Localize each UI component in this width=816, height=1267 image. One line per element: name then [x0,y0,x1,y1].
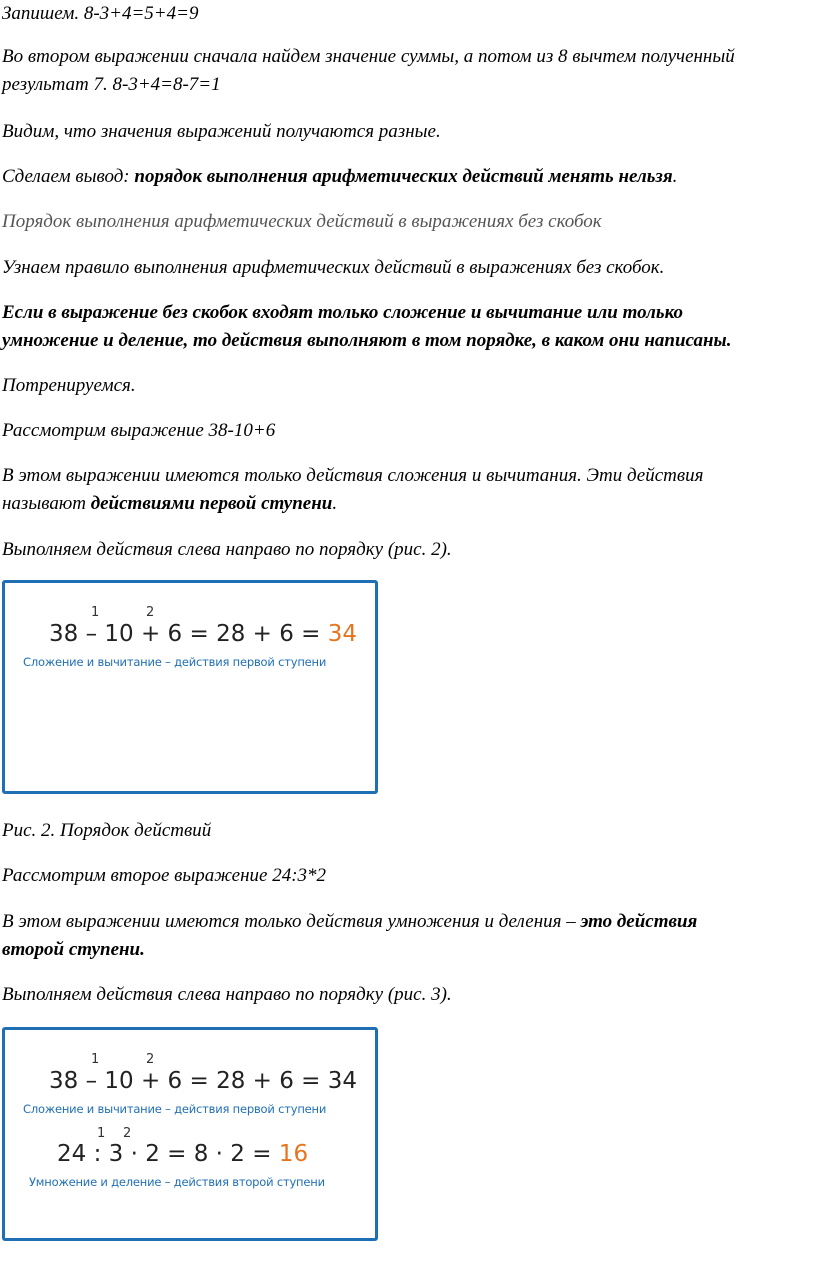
conclusion-suffix: . [672,166,678,187]
fig2-mark-1: 1 [91,605,100,620]
figure-3 [2,1027,378,1241]
fig3-equation-2-result: 16 [278,1141,309,1167]
text-10b-bold: действиями первой ступени [90,493,333,514]
text-line-8: Потренируемся. [2,375,136,396]
fig3-caption-2: Умножение и деление – действия второй ступени [29,1175,325,1189]
rule-text-b: умножение и деление, то действия выполняют в том порядке, в каком они написаны. [2,330,732,351]
fig3-mark-1: 1 [91,1052,100,1067]
rule-line-a [2,300,683,325]
fig2-equation-result: 34 [327,621,358,647]
conclusion-prefix: Сделаем вывод: [2,166,135,187]
conclusion-bold: порядок выполнения арифметических действий менять нельзя [134,166,673,187]
text-line-10b [2,491,337,516]
fig3-caption-1: Сложение и вычитание – действия первой ступени [23,1102,327,1116]
text-line-15: Выполняем действия слева направо по порядку (рис. 3). [2,984,452,1005]
text-line-13: Рассмотрим второе выражение 24:3*2 [2,865,327,886]
rule-text-a: Если в выражение без скобок входят только сложение и вычитание или только [2,302,684,323]
section-heading: Порядок выполнения арифметических действий в выражениях без скобок [2,211,602,232]
text-10b-suffix: . [332,493,338,514]
text-14b-bold: второй ступени. [2,939,145,960]
text-10b-prefix: называют [2,493,91,514]
text-14a-bold: это действия [580,911,698,932]
fig3-mark-3: 1 [97,1126,106,1141]
fig3-mark-2: 2 [146,1052,155,1067]
fig2-equation-main: 38 – 10 + 6 = 28 + 6 = [49,621,328,647]
text-line-2a: Во втором выражении сначала найдем значение суммы, а потом из 8 вычтем полученный [2,46,735,67]
fig2-mark-2: 2 [146,605,155,620]
fig3-equation-1: 38 – 10 + 6 = 28 + 6 = 34 [49,1068,358,1094]
fig3-equation-2-main: 24 : 3 · 2 = 8 · 2 = [57,1141,279,1167]
fig2-equation [49,621,357,647]
fig3-mark-4: 2 [123,1126,132,1141]
fig2-caption: Сложение и вычитание – действия первой ступени [23,655,327,669]
text-line-14a [2,909,697,934]
figure-2 [2,580,378,794]
fig3-equation-2 [57,1141,308,1167]
text-line-10a: В этом выражении имеются только действия сложения и вычитания. Эти действия [2,465,704,486]
text-line-9: Рассмотрим выражение 38-10+6 [2,420,276,441]
text-line-6: Узнаем правило выполнения арифметических действий в выражениях без скобок. [2,257,665,278]
text-14a-prefix: В этом выражении имеются только действия умножения и деления – [2,911,581,932]
text-line-conclusion [2,164,677,189]
text-line-1: Запишем. 8-3+4=5+4=9 [2,3,199,24]
figure-2-caption: Рис. 2. Порядок действий [2,820,212,841]
text-line-11: Выполняем действия слева направо по порядку (рис. 2). [2,539,452,560]
text-line-14b [2,937,145,962]
rule-line-b [2,328,731,353]
text-line-2b: результат 7. 8-3+4=8-7=1 [2,74,221,95]
text-line-3: Видим, что значения выражений получаются разные. [2,121,441,142]
